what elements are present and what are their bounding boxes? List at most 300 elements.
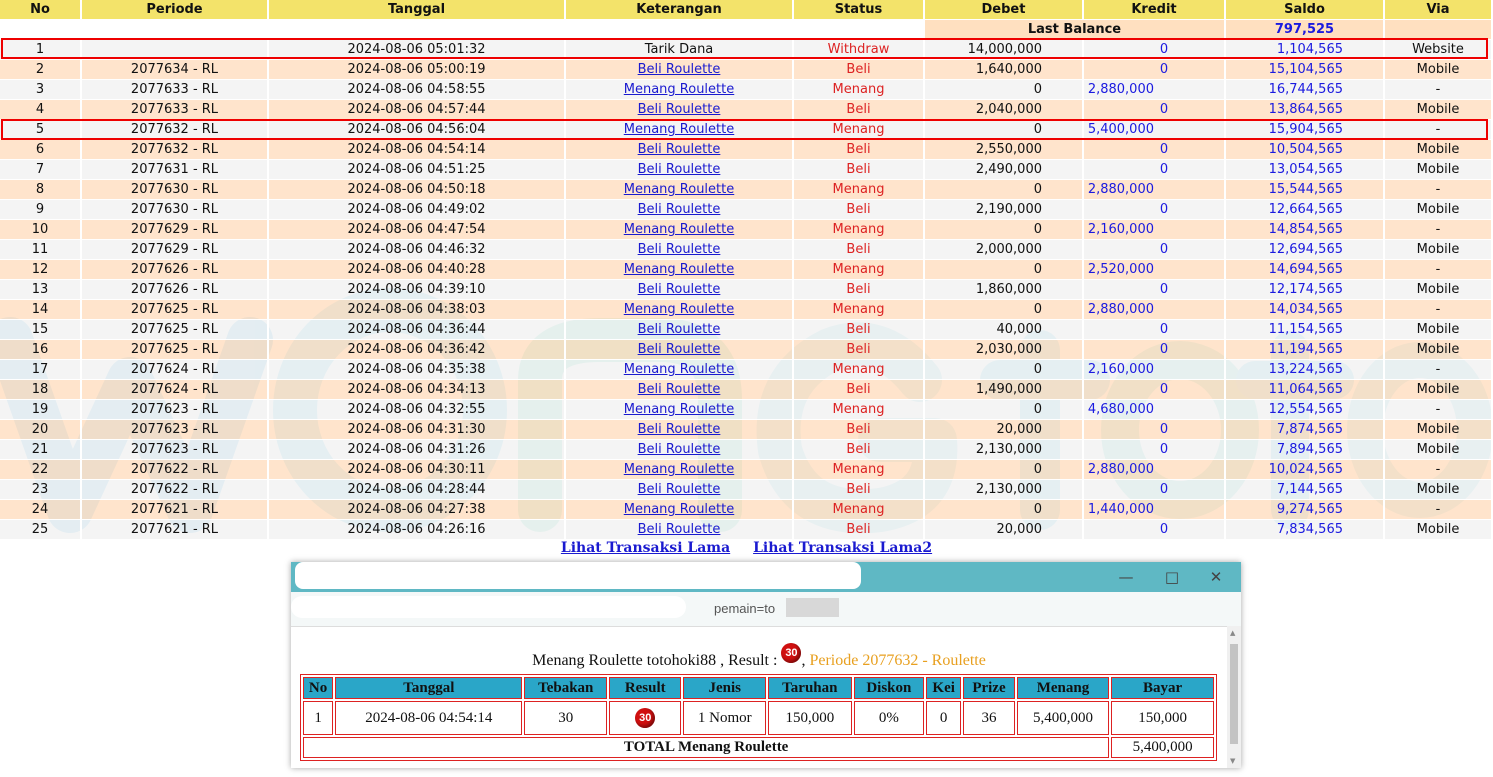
row-debet: 0 [925,220,1084,240]
transaction-detail-link[interactable]: Beli Roulette [637,142,721,157]
detail-col-bayar: Bayar [1111,677,1214,699]
row-via: Mobile [1385,100,1493,120]
row-periode: 2077629 - RL [82,240,269,260]
row-via: - [1385,360,1493,380]
row-status: Beli [794,60,925,80]
table-row [0,260,1493,280]
transaction-detail-link[interactable]: Menang Roulette [623,182,735,197]
transaction-detail-link[interactable]: Beli Roulette [637,342,721,357]
row-periode: 2077621 - RL [82,520,269,540]
scroll-up-icon[interactable]: ▲ [1230,629,1236,637]
row-keterangan [566,380,794,400]
row-tanggal: 2024-08-06 04:39:10 [269,280,566,300]
transaction-detail-link[interactable]: Beli Roulette [637,202,721,217]
detail-row [303,701,1214,735]
popup-content [291,626,1227,768]
row-tanggal: 2024-08-06 04:28:44 [269,480,566,500]
row-debet: 0 [925,300,1084,320]
row-keterangan [566,340,794,360]
table-row [0,40,1493,60]
row-status: Menang [794,180,925,200]
row-periode: 2077623 - RL [82,440,269,460]
row-via: Mobile [1385,200,1493,220]
table-row [0,140,1493,160]
row-tanggal: 2024-08-06 04:35:38 [269,360,566,380]
row-saldo: 16,744,565 [1226,80,1385,100]
col-periode: Periode [82,0,269,20]
result-ball-icon: 30 [781,643,801,663]
row-periode: 2077623 - RL [82,420,269,440]
table-row [0,200,1493,220]
row-kredit: 0 [1084,420,1226,440]
row-keterangan [566,440,794,460]
transaction-detail-link[interactable]: Beli Roulette [637,382,721,397]
row-via: Mobile [1385,320,1493,340]
row-no: 22 [0,460,82,480]
row-periode: 2077623 - RL [82,400,269,420]
row-keterangan [566,120,794,140]
detail-col-result: Result [609,677,681,699]
row-keterangan [566,400,794,420]
row-periode: 2077625 - RL [82,300,269,320]
table-row [0,160,1493,180]
address-text: pemain=to [714,601,776,616]
row-tanggal: 2024-08-06 04:27:38 [269,500,566,520]
row-via: Mobile [1385,60,1493,80]
heading-periode: Periode 2077632 - Roulette [805,652,986,669]
row-status: Menang [794,220,925,240]
transaction-detail-link[interactable]: Beli Roulette [637,282,721,297]
row-saldo: 13,864,565 [1226,100,1385,120]
row-saldo: 11,194,565 [1226,340,1385,360]
row-kredit: 2,880,000 [1084,180,1226,200]
row-debet: 1,490,000 [925,380,1084,400]
row-saldo: 14,034,565 [1226,300,1385,320]
row-no: 21 [0,440,82,460]
row-via: - [1385,120,1493,140]
detail-col-kei: Kei [926,677,961,699]
transaction-detail-link[interactable]: Beli Roulette [637,102,721,117]
detail-col-menang: Menang [1017,677,1110,699]
row-no: 11 [0,240,82,260]
row-kredit: 1,440,000 [1084,500,1226,520]
row-keterangan [566,360,794,380]
row-keterangan: Tarik Dana [566,40,794,60]
table-row [0,120,1493,140]
minimize-icon[interactable]: — [1118,568,1134,586]
row-keterangan [566,220,794,240]
row-saldo: 1,104,565 [1226,40,1385,60]
row-saldo: 9,274,565 [1226,500,1385,520]
transaction-detail-link[interactable]: Beli Roulette [637,422,721,437]
row-keterangan [566,480,794,500]
detail-jenis: 1 Nomor [683,701,766,735]
row-saldo: 14,854,565 [1226,220,1385,240]
table-row [0,440,1493,460]
transaction-detail-link[interactable]: Menang Roulette [623,462,735,477]
table-header-row [0,0,1493,20]
row-kredit: 0 [1084,240,1226,260]
row-status: Beli [794,240,925,260]
row-debet: 0 [925,260,1084,280]
detail-no: 1 [303,701,333,735]
row-saldo: 13,224,565 [1226,360,1385,380]
row-via: Mobile [1385,420,1493,440]
row-status: Menang [794,120,925,140]
row-keterangan [566,160,794,180]
detail-diskon: 0% [854,701,924,735]
row-kredit: 0 [1084,320,1226,340]
row-periode: 2077626 - RL [82,260,269,280]
row-keterangan [566,180,794,200]
row-status: Withdraw [794,40,925,60]
row-debet: 0 [925,80,1084,100]
row-tanggal: 2024-08-06 04:30:11 [269,460,566,480]
row-tanggal: 2024-08-06 04:26:16 [269,520,566,540]
row-tanggal: 2024-08-06 04:50:18 [269,180,566,200]
row-debet: 1,860,000 [925,280,1084,300]
row-no: 14 [0,300,82,320]
row-keterangan [566,140,794,160]
old-transactions-2-link[interactable]: Lihat Transaksi Lama2 [753,540,933,556]
detail-result [609,701,681,735]
detail-col-prize: Prize [963,677,1014,699]
row-kredit: 2,880,000 [1084,80,1226,100]
table-row [0,360,1493,380]
scroll-thumb[interactable] [1230,644,1238,744]
row-no: 13 [0,280,82,300]
row-saldo: 11,154,565 [1226,320,1385,340]
row-no: 12 [0,260,82,280]
col-status: Status [794,0,925,20]
row-tanggal: 2024-08-06 04:58:55 [269,80,566,100]
row-status: Beli [794,520,925,540]
row-via: - [1385,500,1493,520]
table-row [0,500,1493,520]
row-no: 19 [0,400,82,420]
row-debet: 40,000 [925,320,1084,340]
col-keterangan: Keterangan [566,0,794,20]
row-periode: 2077630 - RL [82,180,269,200]
row-saldo: 15,904,565 [1226,120,1385,140]
last-balance-label: Last Balance [925,20,1226,40]
row-via: - [1385,180,1493,200]
row-periode: 2077632 - RL [82,140,269,160]
address-bar[interactable] [291,592,1241,627]
row-saldo: 7,144,565 [1226,480,1385,500]
row-periode: 2077626 - RL [82,280,269,300]
detail-col-taruhan: Taruhan [768,677,852,699]
row-status: Beli [794,140,925,160]
row-kredit: 2,520,000 [1084,260,1226,280]
row-debet: 1,640,000 [925,60,1084,80]
address-mask [786,598,839,617]
row-kredit: 0 [1084,60,1226,80]
row-periode: 2077631 - RL [82,160,269,180]
row-periode: 2077632 - RL [82,120,269,140]
row-status: Beli [794,200,925,220]
row-saldo: 14,694,565 [1226,260,1385,280]
row-no: 2 [0,60,82,80]
transaction-detail-link[interactable]: Beli Roulette [637,442,721,457]
row-via: Mobile [1385,440,1493,460]
row-status: Menang [794,360,925,380]
row-kredit: 2,880,000 [1084,300,1226,320]
table-row [0,220,1493,240]
transaction-detail-link[interactable]: Beli Roulette [637,522,721,537]
row-via: Mobile [1385,520,1493,540]
detail-col-diskon: Diskon [854,677,924,699]
row-via: Mobile [1385,280,1493,300]
row-keterangan [566,460,794,480]
row-keterangan [566,200,794,220]
table-row [0,520,1493,540]
row-kredit: 0 [1084,440,1226,460]
row-via: Mobile [1385,140,1493,160]
row-debet: 2,550,000 [925,140,1084,160]
detail-total-row [303,737,1214,758]
table-row [0,460,1493,480]
result-heading [291,647,1227,672]
row-keterangan [566,500,794,520]
row-saldo: 10,024,565 [1226,460,1385,480]
table-row [0,300,1493,320]
row-tanggal: 2024-08-06 05:01:32 [269,40,566,60]
row-no: 3 [0,80,82,100]
row-tanggal: 2024-08-06 04:36:44 [269,320,566,340]
detail-col-no: No [303,677,333,699]
row-tanggal: 2024-08-06 04:56:04 [269,120,566,140]
col-debet: Debet [925,0,1084,20]
row-kredit: 2,160,000 [1084,220,1226,240]
row-tanggal: 2024-08-06 04:38:03 [269,300,566,320]
row-no: 17 [0,360,82,380]
row-periode: 2077624 - RL [82,380,269,400]
detail-tanggal: 2024-08-06 04:54:14 [335,701,522,735]
row-saldo: 12,694,565 [1226,240,1385,260]
row-debet: 14,000,000 [925,40,1084,60]
row-status: Menang [794,80,925,100]
row-no: 9 [0,200,82,220]
row-kredit: 0 [1084,340,1226,360]
row-no: 24 [0,500,82,520]
row-kredit: 0 [1084,200,1226,220]
row-no: 25 [0,520,82,540]
row-status: Beli [794,280,925,300]
transaction-detail-link[interactable]: Menang Roulette [623,402,735,417]
row-via: Mobile [1385,240,1493,260]
row-kredit: 0 [1084,40,1226,60]
row-kredit: 4,680,000 [1084,400,1226,420]
popup-scrollbar[interactable] [1227,626,1241,768]
row-tanggal: 2024-08-06 05:00:19 [269,60,566,80]
transaction-detail-link[interactable]: Menang Roulette [623,502,735,517]
row-no: 8 [0,180,82,200]
row-tanggal: 2024-08-06 04:40:28 [269,260,566,280]
row-no: 10 [0,220,82,240]
row-keterangan [566,320,794,340]
row-kredit: 2,160,000 [1084,360,1226,380]
row-keterangan [566,260,794,280]
row-debet: 2,130,000 [925,480,1084,500]
row-status: Menang [794,400,925,420]
row-via: - [1385,300,1493,320]
row-periode: 2077621 - RL [82,500,269,520]
row-debet: 2,040,000 [925,100,1084,120]
row-tanggal: 2024-08-06 04:31:26 [269,440,566,460]
row-via: Mobile [1385,160,1493,180]
row-no: 20 [0,420,82,440]
table-row [0,60,1493,80]
row-saldo: 7,874,565 [1226,420,1385,440]
row-via: Mobile [1385,340,1493,360]
detail-tebakan: 30 [524,701,607,735]
total-value: 5,400,000 [1111,737,1214,758]
row-status: Beli [794,380,925,400]
detail-prize: 36 [963,701,1014,735]
row-saldo: 10,504,565 [1226,140,1385,160]
close-icon[interactable]: ✕ [1209,568,1223,586]
history-links [0,540,1493,556]
detail-popup-window [291,562,1241,768]
popup-titlebar[interactable] [291,562,1241,592]
row-saldo: 12,174,565 [1226,280,1385,300]
transaction-detail-link[interactable]: Menang Roulette [623,122,735,137]
transaction-detail-link[interactable]: Beli Roulette [637,162,721,177]
row-status: Beli [794,160,925,180]
row-tanggal: 2024-08-06 04:49:02 [269,200,566,220]
row-debet: 2,190,000 [925,200,1084,220]
row-via: - [1385,400,1493,420]
row-keterangan [566,520,794,540]
window-title-redacted [295,562,861,589]
row-via: Mobile [1385,480,1493,500]
old-transactions-link[interactable]: Lihat Transaksi Lama [560,540,731,556]
table-row [0,80,1493,100]
detail-table [300,674,1217,761]
row-via: - [1385,260,1493,280]
row-periode [82,40,269,60]
row-saldo: 15,104,565 [1226,60,1385,80]
row-kredit: 0 [1084,280,1226,300]
transaction-detail-link[interactable]: Menang Roulette [623,82,735,97]
row-periode: 2077622 - RL [82,460,269,480]
row-debet: 2,490,000 [925,160,1084,180]
row-keterangan [566,100,794,120]
transaction-detail-link[interactable]: Menang Roulette [623,362,735,377]
transaction-detail-link[interactable]: Beli Roulette [637,482,721,497]
last-balance-row [0,20,1493,40]
col-via: Via [1385,0,1493,20]
detail-col-tanggal: Tanggal [335,677,522,699]
row-via: - [1385,80,1493,100]
row-status: Beli [794,100,925,120]
row-tanggal: 2024-08-06 04:54:14 [269,140,566,160]
row-saldo: 11,064,565 [1226,380,1385,400]
row-tanggal: 2024-08-06 04:57:44 [269,100,566,120]
row-debet: 0 [925,360,1084,380]
row-tanggal: 2024-08-06 04:31:30 [269,420,566,440]
table-row [0,240,1493,260]
detail-taruhan: 150,000 [768,701,852,735]
row-no: 4 [0,100,82,120]
row-saldo: 12,664,565 [1226,200,1385,220]
row-keterangan [566,280,794,300]
row-kredit: 0 [1084,380,1226,400]
transaction-detail-link[interactable]: Menang Roulette [623,262,735,277]
transaction-detail-link[interactable]: Beli Roulette [637,242,721,257]
row-debet: 20,000 [925,420,1084,440]
transaction-detail-link[interactable]: Beli Roulette [637,62,721,77]
row-status: Beli [794,320,925,340]
col-kredit: Kredit [1084,0,1226,20]
row-via: Mobile [1385,380,1493,400]
row-debet: 0 [925,180,1084,200]
scroll-down-icon[interactable]: ▼ [1230,757,1236,765]
row-status: Menang [794,500,925,520]
row-periode: 2077634 - RL [82,60,269,80]
table-row [0,340,1493,360]
row-tanggal: 2024-08-06 04:32:55 [269,400,566,420]
row-debet: 2,000,000 [925,240,1084,260]
row-keterangan [566,420,794,440]
row-saldo: 15,544,565 [1226,180,1385,200]
address-redacted [291,596,686,618]
row-debet: 0 [925,120,1084,140]
table-row [0,320,1493,340]
row-tanggal: 2024-08-06 04:47:54 [269,220,566,240]
row-via: - [1385,460,1493,480]
maximize-icon[interactable]: □ [1164,568,1180,586]
result-ball-icon: 30 [635,708,655,728]
row-debet: 0 [925,460,1084,480]
detail-menang: 5,400,000 [1017,701,1110,735]
row-no: 1 [0,40,82,60]
row-no: 15 [0,320,82,340]
row-periode: 2077624 - RL [82,360,269,380]
col-tanggal: Tanggal [269,0,566,20]
row-no: 16 [0,340,82,360]
row-debet: 2,130,000 [925,440,1084,460]
row-kredit: 2,880,000 [1084,460,1226,480]
table-row [0,480,1493,500]
table-row [0,280,1493,300]
row-status: Menang [794,300,925,320]
transaction-detail-link[interactable]: Beli Roulette [637,322,721,337]
row-saldo: 7,834,565 [1226,520,1385,540]
heading-prefix: Menang Roulette totohoki88 , Result : [532,652,782,669]
row-periode: 2077622 - RL [82,480,269,500]
row-no: 18 [0,380,82,400]
row-tanggal: 2024-08-06 04:36:42 [269,340,566,360]
row-keterangan [566,80,794,100]
row-periode: 2077625 - RL [82,340,269,360]
table-row [0,180,1493,200]
row-kredit: 0 [1084,140,1226,160]
row-debet: 2,030,000 [925,340,1084,360]
table-row [0,100,1493,120]
detail-col-tebakan: Tebakan [524,677,607,699]
row-saldo: 12,554,565 [1226,400,1385,420]
transaction-detail-link[interactable]: Menang Roulette [623,222,735,237]
row-debet: 0 [925,500,1084,520]
row-periode: 2077629 - RL [82,220,269,240]
row-saldo: 13,054,565 [1226,160,1385,180]
row-via: Website [1385,40,1493,60]
transaction-detail-link[interactable]: Menang Roulette [623,302,735,317]
row-kredit: 0 [1084,100,1226,120]
row-periode: 2077633 - RL [82,80,269,100]
